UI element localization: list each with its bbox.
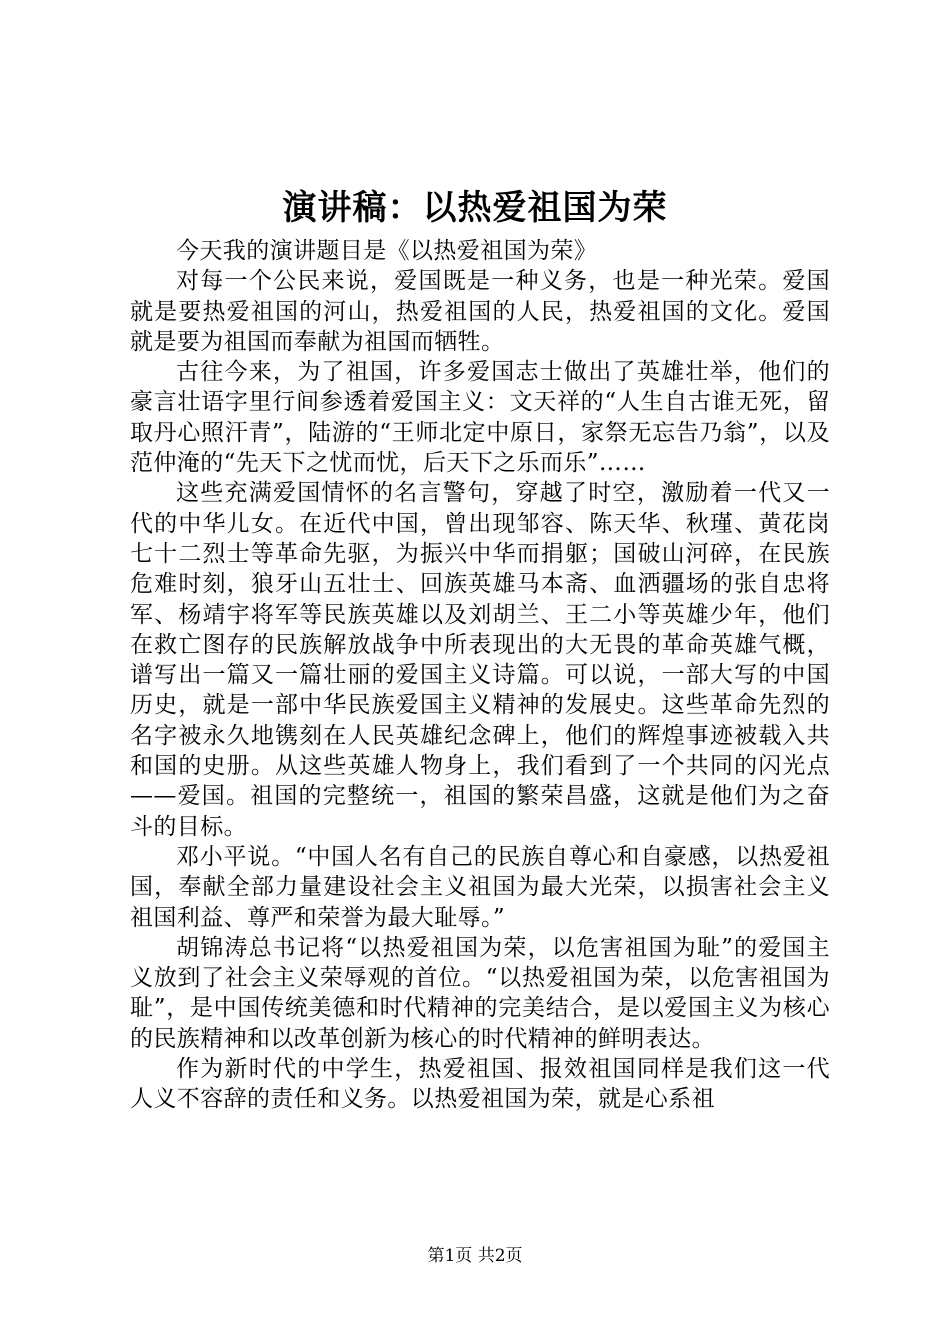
document-body [130, 236, 830, 1115]
page-number-footer: 第1页 共2页 [427, 1246, 523, 1266]
paragraph: 对每一个公民来说，爱国既是一种义务，也是一种光荣。爱国就是要热爱祖国的河山，热爱祖国的人民，热爱祖国的文化。爱国就是要为祖国而奉献为祖国而牺牲。 [130, 268, 830, 355]
paragraph: 作为新时代的中学生，热爱祖国、报效祖国同样是我们这一代人义不容辞的责任和义务。以热爱祖国为荣，就是心系祖 [130, 1056, 830, 1113]
paragraph: 这些充满爱国情怀的名言警句，穿越了时空，激励着一代又一代的中华儿女。在近代中国，曾出现邹容、陈天华、秋瑾、黄花岗七十二烈士等革命先驱，为振兴中华而捐躯；国破山河碎，在民族危难时刻，狼牙山五壮士、回族英雄马本斋、血洒疆场的张自忠将军、杨靖宇将军等民族英雄以及刘胡兰、王二小等英雄少年，他们在救亡图存的民族解放战争中所表现出的大无畏的革命英雄气概，谱写出一篇又一篇壮丽的爱国主义诗篇。可以说，一部大写的中国历史，就是一部中华民族爱国主义精神的发展史。这些革命先烈的名字被永久地镌刻在人民英雄纪念碑上，他们的辉煌事迹被载入共和国的史册。从这些英雄人物身上，我们看到了一个共同的闪光点——爱国。祖国的完整统一，祖国的繁荣昌盛，这就是他们为之奋斗的目标。 [130, 480, 830, 840]
document-title: 演讲稿：以热爱祖国为荣 [282, 188, 668, 228]
paragraph: 古往今来，为了祖国，许多爱国志士做出了英雄壮举，他们的豪言壮语字里行间参透着爱国主义：文天祥的“人生自古谁无死，留取丹心照汗青”，陆游的“王师北定中原日，家祭无忘告乃翁”，以及范仲淹的“先天下之忧而忧，后天下之乐而乐”…… [130, 359, 830, 477]
paragraph: 今天我的演讲题目是《以热爱祖国为荣》 [176, 238, 598, 264]
paragraph: 邓小平说。“中国人名有自己的民族自尊心和自豪感，以热爱祖国，奉献全部力量建设社会主义祖国为最大光荣，以损害社会主义祖国利益、尊严和荣誉为最大耻辱。” [130, 843, 830, 931]
paragraph: 胡锦涛总书记将“以热爱祖国为荣，以危害祖国为耻”的爱国主义放到了社会主义荣辱观的首位。“以热爱祖国为荣，以危害祖国为耻”，是中国传统美德和时代精神的完美结合，是以爱国主义为核心的民族精神和以改革创新为核心的时代精神的鲜明表达。 [130, 934, 830, 1052]
